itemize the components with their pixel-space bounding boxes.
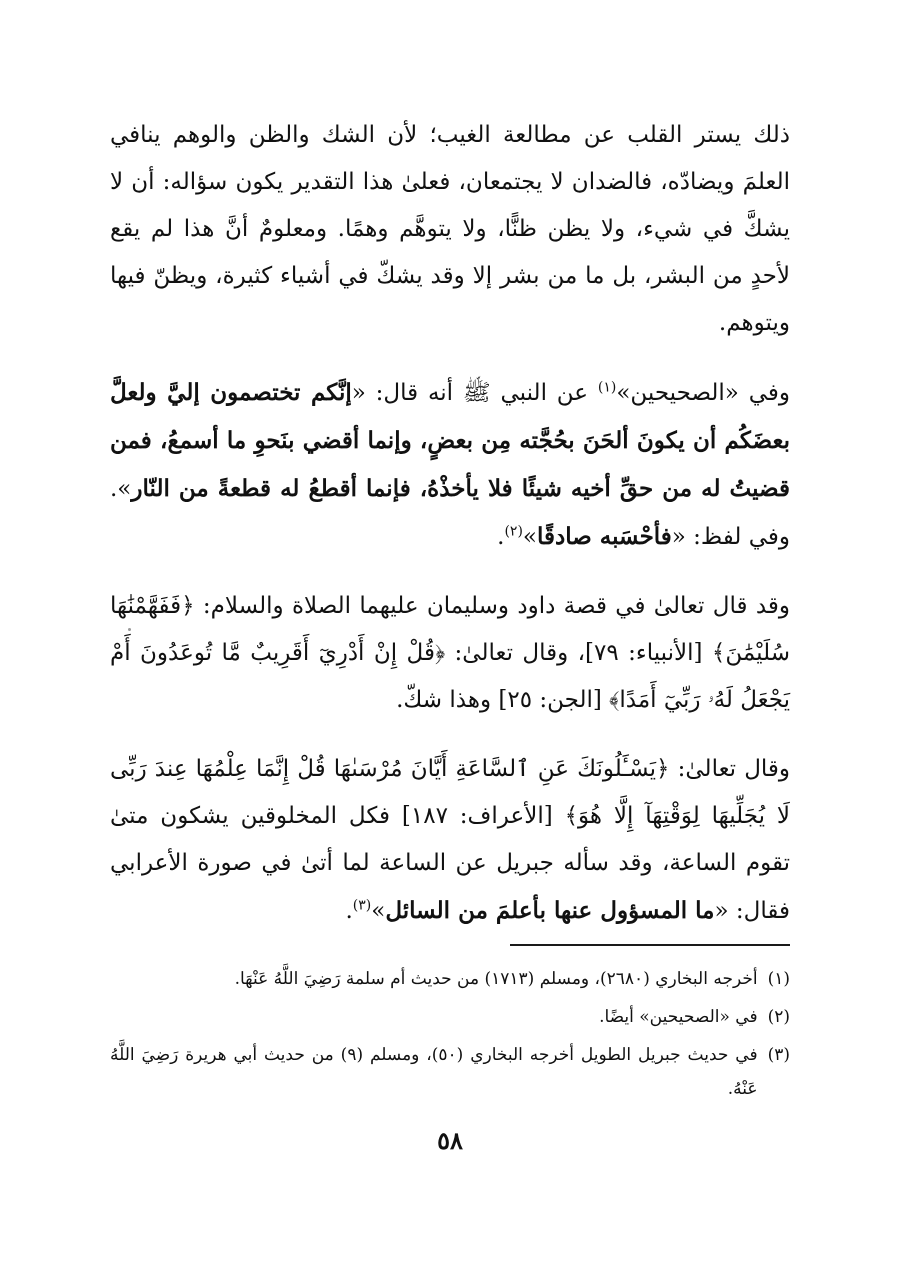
page-number: ٥٨ xyxy=(437,1126,463,1155)
p2-intro: وفي «الصحيحين» xyxy=(616,380,790,406)
hadith-text-1: إنَّكم تختصمون إليَّ ولعلَّ بعضَكُم أن يكونَ ألحَنَ بحُجَّته مِن بعضٍ، وإنما أقضي بنَحوِ ما أسمعُ، فمن قضيتُ له من حقِّ أخيه شيئًا فلا يأخذْهُ، فإنما أقطعُ له قطعةً من النّار xyxy=(110,379,790,502)
footnote-ref-3: (٣) xyxy=(352,897,372,914)
paragraph-4 xyxy=(110,746,790,935)
page-body xyxy=(110,112,790,957)
p2-end: . xyxy=(497,524,505,550)
p4-close-quote: » xyxy=(371,898,386,924)
footnote-ref-2: (٢) xyxy=(504,523,523,540)
p4-intro: وقال تعالىٰ: xyxy=(669,756,791,782)
footnote-number: (٢) xyxy=(767,1007,790,1027)
footnotes xyxy=(110,962,790,1110)
footnote-ref-1: (١) xyxy=(597,379,617,396)
quran-verse-3: ﴿يَسْـَٔلُونَكَ عَنِ ٱلسَّاعَةِ أَيَّانَ مُرْسَىٰهَا قُلْ إِنَّمَا عِلْمُهَا عِندَ رَبِّى لَا يُجَلِّيهَا لِوَقْتِهَآ إِلَّا هُوَ﴾ xyxy=(110,756,791,829)
p3-citation-1: [الأنبياء: ٧٩]، وقال تعالىٰ: xyxy=(445,640,712,666)
footnote-number: (١) xyxy=(767,969,790,989)
quran-verse-1: ﴿فَفَهَّمْنَٰهَا سُلَيْمَٰنَ﴾ xyxy=(110,593,790,666)
p2-attribution: عن النبي ﷺ أنه قال: « xyxy=(351,380,598,406)
footnote-divider xyxy=(510,944,790,946)
footnote-3 xyxy=(110,1038,790,1106)
p3-intro: وقد قال تعالىٰ في قصة داود وسليمان عليهما الصلاة والسلام: xyxy=(194,593,790,619)
scan-speck xyxy=(128,628,131,631)
hadith-text-3: ما المسؤول عنها بأعلمَ من السائل xyxy=(385,897,715,924)
quran-verse-2: ﴿قُلْ إِنْ أَدْرِيٓ أَقَرِيبٌ مَّا تُوعَدُونَ أَمْ يَجْعَلُ لَهُۥ رَبِّيٓ أَمَدًا﴾ xyxy=(110,640,790,713)
p3-citation-2: [الجن: ٢٥] وهذا شكّ. xyxy=(396,687,610,713)
footnote-text: في حديث جبريل الطويل أخرجه البخاري (٥٠)، ومسلم (٩) من حديث أبي هريرة رَضِيَ اللَّهُ عَنْهُ. xyxy=(110,1045,758,1099)
p2-connector: ». وفي لفظ: « xyxy=(110,476,790,550)
hadith-text-2: فأحْسَبه صادقًا xyxy=(536,523,672,550)
footnote-text: أخرجه البخاري (٢٦٨٠)، ومسلم (١٧١٣) من حديث أم سلمة رَضِيَ اللَّهُ عَنْهَا. xyxy=(234,969,758,989)
footnote-1 xyxy=(110,962,790,996)
p2-close-quote: » xyxy=(522,524,537,550)
footnote-text: في «الصحيحين» أيضًا. xyxy=(599,1007,758,1027)
paragraph-1: ذلك يستر القلب عن مطالعة الغيب؛ لأن الشك والظن والوهم ينافي العلمَ ويضادّه، فالضدان لا يجتمعان، فعلىٰ هذا التقدير يكون سؤاله: أن لا يشكَّ في شيء، ولا يظن ظنًّا، ولا يتوهَّم وهمًا. ومعلومٌ أنَّ هذا لم يقع لأحدٍ من البشر، بل ما من بشر إلا وقد يشكّ في أشياء كثيرة، ويظنّ فيها ويتوهم. xyxy=(110,122,790,336)
paragraph-2 xyxy=(110,369,790,561)
p4-text: [الأعراف: ١٨٧] فكل المخلوقين يشكون متىٰ تقوم الساعة، وقد سأله جبريل عن الساعة لما أتىٰ في صورة الأعرابي فقال: « xyxy=(110,803,790,924)
p4-end: . xyxy=(345,898,353,924)
footnote-2 xyxy=(110,1000,790,1034)
footnote-number: (٣) xyxy=(767,1045,790,1065)
paragraph-3 xyxy=(110,583,790,724)
